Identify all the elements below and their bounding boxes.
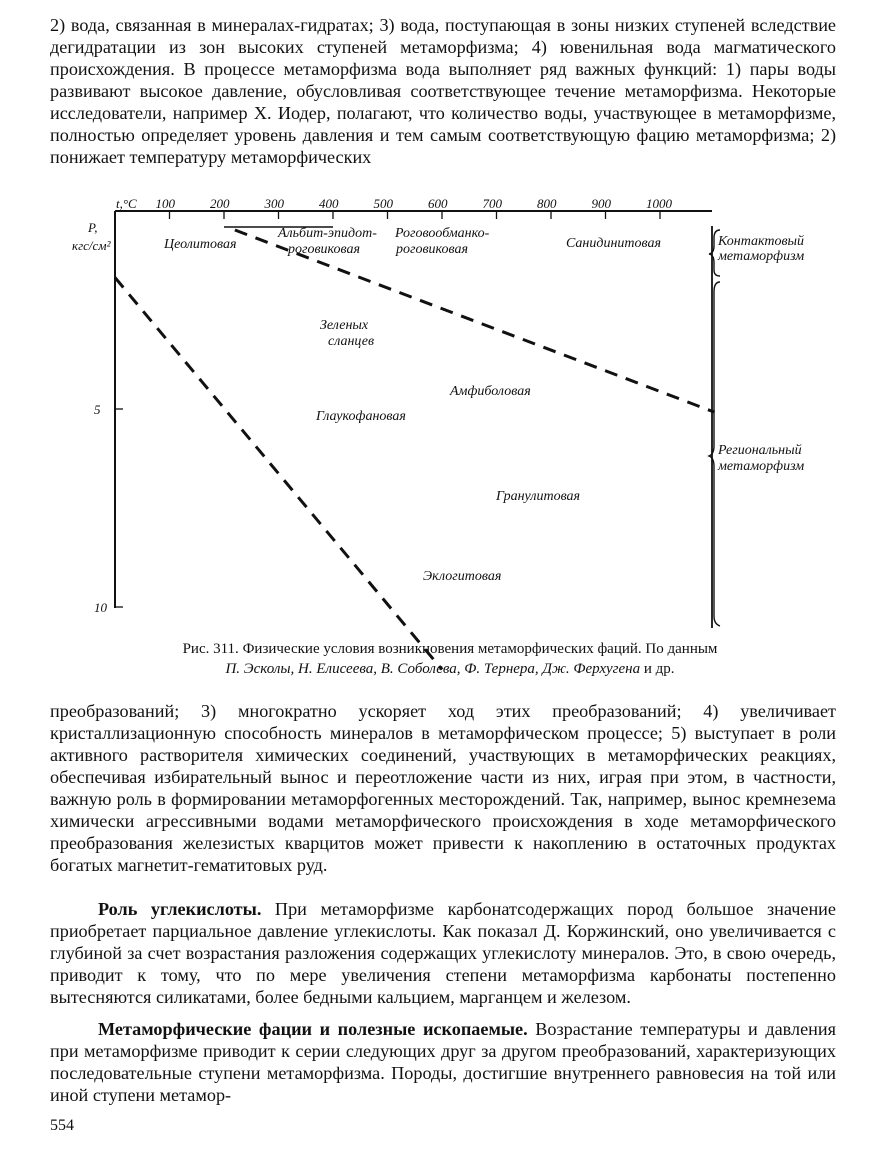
x-tick-label: 1000 [646,196,672,211]
x-ticks [156,196,673,219]
contact-metamorphism-l1: Контактовый [718,234,805,249]
regional-metamorphism-l1: Региональный [718,443,802,458]
co2-paragraph [50,898,836,1008]
x-tick-label: 600 [428,196,448,211]
facies-body: Возрастание температуры и давления при метаморфизме приводит к серии следующих друг за другом преобразований, характеризующих последовательные ступени метаморфизма. Породы, достигшие внутреннего равновесия на той или иной ступени метамор- [50,1019,837,1105]
facies-eclogite: Эклогитовая [423,569,502,584]
x-tick-label: 800 [537,196,557,211]
regional-metamorphism-l2: метаморфизм [718,459,805,474]
facies-amphibolite: Амфиболовая [450,384,531,399]
y-axis-label-p: P, [88,220,98,235]
x-tick-label: 900 [591,196,611,211]
facies-boundaries [115,227,715,670]
metamorphic-facies-diagram [72,196,820,636]
caption-tail: и др. [640,661,675,677]
x-tick-label: 400 [319,196,339,211]
x-tick-label: 200 [210,196,230,211]
x-tick-label: 100 [155,196,175,211]
x-axis-label: t,°C [116,196,137,211]
x-tick-label: 300 [264,196,284,211]
facies-albite-epidote-l2: роговиковая [288,242,361,257]
y-tick-label: 10 [94,600,107,615]
facies-zeolite: Цеолитовая [164,237,237,252]
facies-paragraph [50,1018,836,1106]
facies-sanidinite: Санидинитовая [566,236,662,251]
x-tick-label: 700 [482,196,502,211]
facies-glaucophane: Глаукофановая [316,409,406,424]
caption-authors: П. Эсколы, Н. Елисеева, В. Соболева, Ф. Тернера, Дж. Ферхугена [225,661,641,677]
co2-body: При метаморфизме карбонатсодержащих пород большое значение приобретает парциальное давление углекислоты. Как показал Д. Коржинский, оно увеличивается с глубиной за счет возрастания разложения содержащих углекислоту минералов. Это, в свою очередь, приводит к тому, что по мере увеличения степени метаморфизма карбонаты постепенно вытесняются силикатами, более бедными кальцием, марганцем и железом. [50,899,836,1007]
y-axis-label-unit: кгс/см² [72,238,111,253]
facies-hornblende-l2: роговиковая [396,242,469,257]
facies-boundary-dashed [115,278,442,670]
facies-greenschist-l1: Зеленых [320,318,369,333]
facies-albite-epidote-l1: Альбит-эпидот- [278,226,377,241]
y-ticks [94,402,123,615]
top-paragraph: 2) вода, связанная в минералах-гидратах; 3) вода, поступающая в зоны низких ступеней вследствие дегидратации из зон высоких ступеней метаморфизма; 4) ювенильная вода магматического происхождения. В процессе метаморфизма вода выполняет ряд важных функций: 1) пары воды развивают высокое давление, обусловливая соответствующее течение метаморфизма. Некоторые исследователи, например Х. Иодер, полагают, что количество воды, участвующее в метаморфизме, полностью определяет уровень давления и тем самым соответствующую фацию метаморфизма; 2) понижает температуру метаморфических [50,15,836,167]
y-tick-label: 5 [94,402,101,417]
facies-hornblende-l1: Роговообманко- [395,226,490,241]
caption-number: Рис. 311. [182,641,239,657]
x-tick-label: 500 [373,196,393,211]
co2-heading: Роль углекислоты. [98,899,262,919]
facies-greenschist-l2: сланцев [328,334,375,349]
caption-text: Физические условия возникновения метаморфических фаций. По данным [238,641,718,657]
facies-heading: Метаморфические фации и полезные ископаемые. [98,1019,528,1039]
facies-granulite: Гранулитовая [496,489,581,504]
contact-metamorphism-l2: метаморфизм [718,249,805,264]
middle-paragraph: преобразований; 3) многократно ускоряет ход этих преобразований; 4) увеличивает кристаллизационную способность минералов в метаморфическом процессе; 5) выступает в роли активного растворителя химических соединений, участвующих в метаморфических реакциях, обеспечивая избирательный вынос и переотложение части из них, играя при этом, в частности, важную роль в формировании метаморфогенных месторождений. Так, например, вынос кремнезема химически агрессивными водами метаморфического происхождения в ходе метаморфического преобразования железистых кварцитов может привести к накоплению в остаточных продуктах богатых магнетит-гематитовых руд. [50,701,836,875]
figure-caption [80,639,820,679]
page-number: 554 [50,1117,74,1134]
